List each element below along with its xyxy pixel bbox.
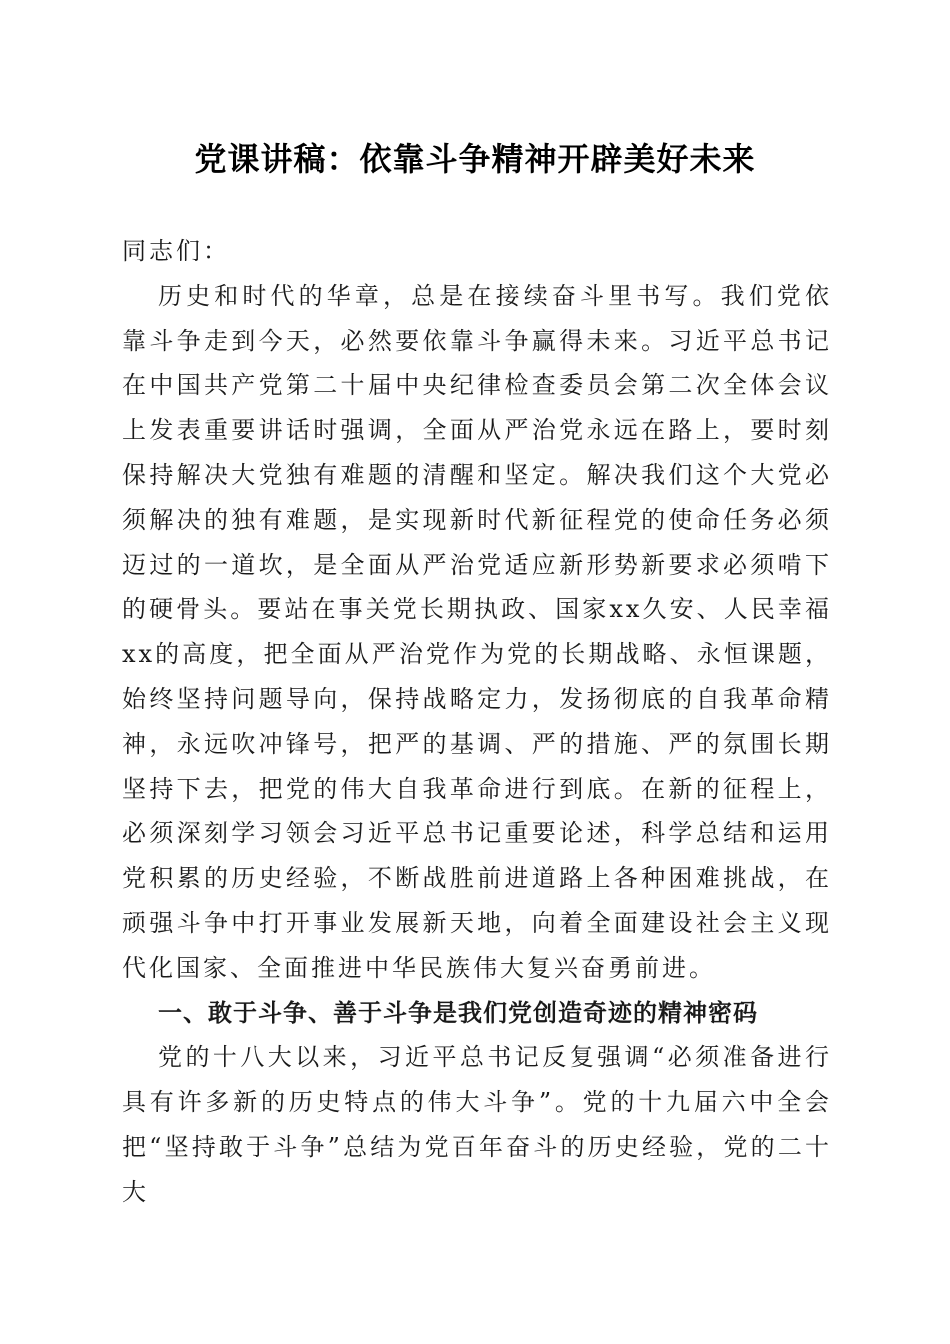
document-title: 党课讲稿：依靠斗争精神开辟美好未来 xyxy=(194,140,756,178)
salutation: 同志们： xyxy=(122,237,230,265)
document-body xyxy=(122,229,832,1215)
paragraph-intro: 历史和时代的华章，总是在接续奋斗里书写。我们党依靠斗争走到今天，必然要依靠斗争赢得未来。习近平总书记在中国共产党第二十届中央纪律检查委员会第二次全体会议上发表重要讲话时强调，全面从严治党永远在路上，要时刻保持解决大党独有难题的清醒和坚定。解决我们这个大党必须解决的独有难题，是实现新时代新征程党的使命任务必须迈过的一道坎，是全面从严治党适应新形势新要求必须啃下的硬骨头。要站在事关党长期执政、国家xx久安、人民幸福xx的高度，把全面从严治党作为党的长期战略、永恒课题，始终坚持问题导向，保持战略定力，发扬彻底的自我革命精神，永远吹冲锋号，把严的基调、严的措施、严的氛围长期坚持下去，把党的伟大自我革命进行到底。在新的征程上，必须深刻学习领会习近平总书记重要论述，科学总结和运用党积累的历史经验，不断战胜前进道路上各种困难挑战，在顽强斗争中打开事业发展新天地，向着全面建设社会主义现代化国家、全面推进中华民族伟大复兴奋勇前进。 xyxy=(122,281,832,982)
paragraph-section-1: 党的十八大以来，习近平总书记反复强调“必须准备进行具有许多新的历史特点的伟大斗争”。党的十九届六中全会把“坚持敢于斗争”总结为党百年奋斗的历史经验，党的二十大 xyxy=(122,1043,832,1206)
section-heading: 一、敢于斗争、善于斗争是我们党创造奇迹的精神密码 xyxy=(158,998,758,1027)
